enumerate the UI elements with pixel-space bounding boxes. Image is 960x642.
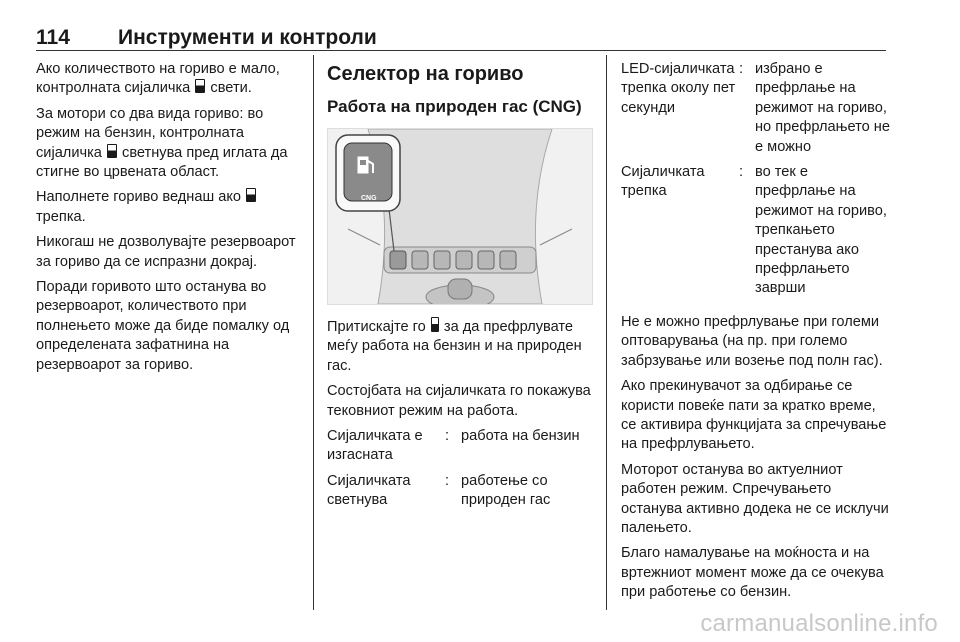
definition-term: Сијаличката е изгасната: [327, 428, 423, 464]
definition-description: работење со природен гас: [461, 472, 551, 509]
paragraph-capacity: Поради горивото што останува во резервоарот, количеството при полнењето може да биде помалку од определената зафатнина на резервоарот за гориво.: [36, 279, 290, 373]
page-number: 114: [36, 26, 70, 49]
chapter-title: Инструменти и контроли: [118, 26, 377, 49]
watermark: carmanualsonline.info: [700, 610, 938, 637]
definition-description: во тек е префрлање на режимот на гориво, трепкањето престанува ако префрлањето заврши: [755, 164, 887, 297]
definition-description: работа на бензин: [461, 428, 580, 445]
fuel-pump-icon: [195, 79, 205, 93]
list-item: Сијаличката светнува : работење со природен гас: [327, 472, 597, 517]
definition-term: LED-сијаличката трепка околу пет секунди: [621, 61, 736, 116]
led-state-list: [621, 60, 891, 305]
column-2: [327, 60, 597, 523]
paragraph-press-button: Притискајте го за да префрлувате меѓу работа на бензин и на природен гас.: [327, 319, 582, 374]
definition-description: избрано е префрлање на режимот на гориво, но префрлањето не е можно: [755, 61, 890, 155]
paragraph-bifuel: За мотори со два вида гориво: во режим на бензин, контролната сијаличка светнува пред иглата да стигне во црвената област.: [36, 105, 288, 181]
definition-term: Сијаличката светнува: [327, 472, 411, 509]
definition-term: Сијаличката трепка: [621, 164, 705, 200]
column-divider-2: [606, 55, 607, 610]
column-divider-1: [313, 55, 314, 610]
fuel-pump-icon: [107, 144, 117, 158]
list-item: Сијаличката е изгасната : работа на бензин: [327, 427, 597, 472]
page-header: [36, 26, 886, 52]
paragraph-refuel: Наполнете гориво веднаш ако трепка.: [36, 188, 304, 227]
paragraph-power-loss: Благо намалување на моќноста и на вртежниот момент може да се очекува при работење со бензин.: [621, 545, 884, 601]
paragraph-no-switch: Не е можно префрлување при големи оптоварувања (на пр. при големо забрзување или возење под полн гас).: [621, 313, 883, 369]
list-item: Сијаличката трепка : во тек е префрлање на режимот на гориво, трепкањето престанува ако префрлањето заврши: [621, 163, 891, 305]
paragraph-repeat-use: Ако прекинувачот за одбирање се користи повеќе пати за кратко време, се активира функцијата за спречување на префрлувањето.: [621, 378, 887, 453]
paragraph-lamp-state: Состојбата на сијаличката го покажува тековниот режим на работа.: [327, 383, 591, 419]
paragraph-engine-mode: Моторот останува во актуелниот работен режим. Спречувањето останува активно додека не се исклучи палењето.: [621, 461, 889, 536]
column-3: [621, 60, 891, 609]
header-rule: [36, 50, 886, 51]
fuel-selector-button-icon: [431, 317, 439, 332]
paragraph-low-fuel: Ако количеството на гориво е мало, контролната сијаличка свети.: [36, 61, 280, 97]
section-heading: Селектор на гориво: [327, 63, 524, 85]
cng-label: CNG: [361, 195, 377, 202]
paragraph-never-empty: Никогаш не дозволувајте резервоарот за гориво да се испразни докрај.: [36, 234, 296, 270]
sub-heading: Работа на природен гас (CNG): [327, 97, 582, 116]
fuel-selector-figure: [327, 128, 593, 305]
list-item: LED-сијаличката трепка околу пет секунди : избрано е префрлање на режимот на гориво, но префрлањето не е можно: [621, 60, 891, 163]
column-1: [36, 60, 304, 381]
lamp-state-list: [327, 427, 597, 517]
fuel-pump-icon: [246, 188, 256, 202]
console-illustration: [328, 129, 592, 304]
